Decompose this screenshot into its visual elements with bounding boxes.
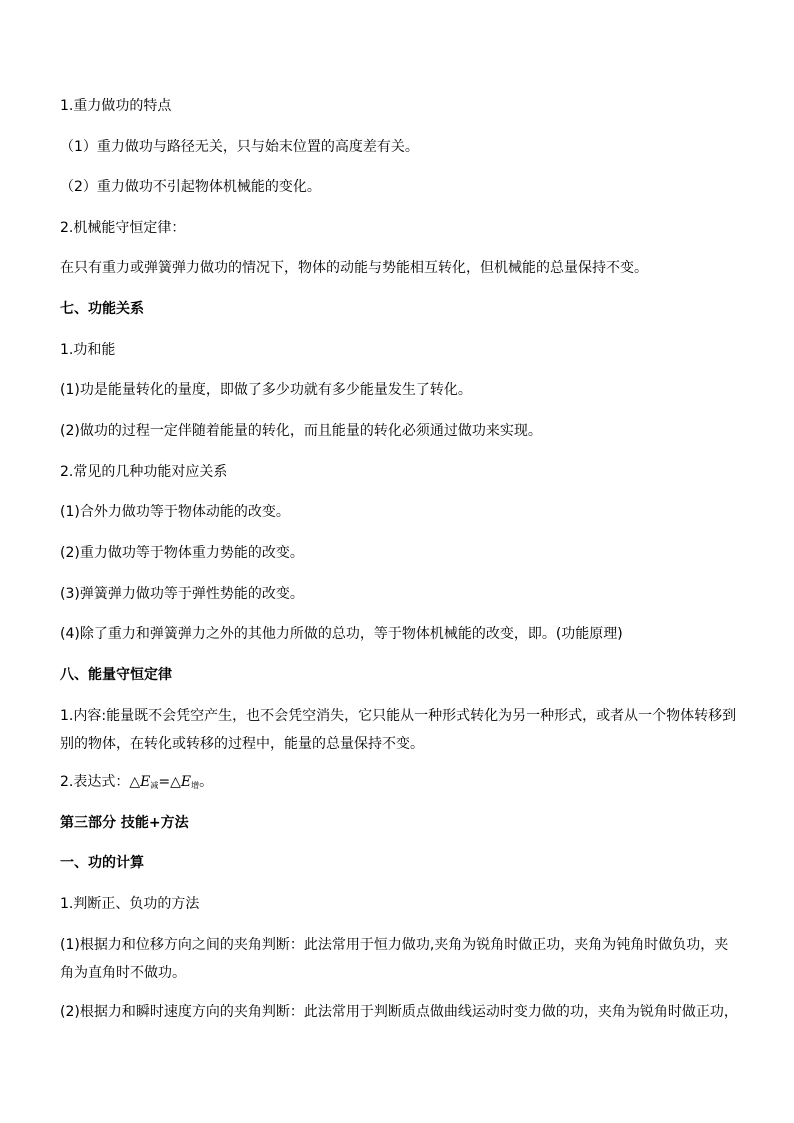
work-energy-point-1: (1)功是能量转化的量度，即做了多少功就有多少能量发生了转化。 <box>60 382 472 398</box>
item-work-and-energy: 1.功和能 <box>60 342 116 358</box>
energy-symbol: E <box>180 774 192 790</box>
subscript-increase: 增 <box>191 781 200 790</box>
item-common-relations: 2.常见的几种功能对应关系 <box>60 464 228 480</box>
relation-point-2: (2)重力做功等于物体重力势能的改变。 <box>60 545 304 561</box>
formula-suffix: 。 <box>199 774 214 790</box>
energy-symbol: E <box>140 774 151 790</box>
work-energy-point-2: (2)做功的过程一定伴随着能量的转化，而且能量的转化必须通过做功来实现。 <box>60 423 542 439</box>
delta-symbol: △ <box>170 774 181 790</box>
section-heading-energy-conservation: 八、能量守恒定律 <box>60 667 172 683</box>
part-three-heading: 第三部分 技能+方法 <box>60 815 189 831</box>
judge-method-1: (1)根据力和位移方向之间的夹角判断：此法常用于恒力做功,夹角为锐角时做正功，夹角为钝角时做负功，夹角为直角时不做功。 <box>60 937 729 981</box>
formula-prefix: 2.表达式： <box>60 774 130 790</box>
item-judge-work-sign: 1.判断正、负功的方法 <box>60 896 200 912</box>
relation-point-1: (1)合外力做功等于物体动能的改变。 <box>60 504 290 520</box>
section-heading-work-energy: 七、功能关系 <box>60 301 144 317</box>
energy-conservation-formula <box>60 772 213 796</box>
relation-point-4: (4)除了重力和弹簧弹力之外的其他力所做的总功，等于物体机械能的改变，即。(功能原理) <box>60 626 623 642</box>
gravity-work-point-2: （2）重力做功不引起物体机械能的变化。 <box>60 179 321 195</box>
item-gravity-work-features: 1.重力做功的特点 <box>60 98 172 114</box>
relation-point-3: (3)弹簧弹力做功等于弹性势能的改变。 <box>60 586 304 602</box>
item-mech-energy-law: 2.机械能守恒定律： <box>60 220 186 236</box>
energy-conservation-content: 1.内容:能量既不会凭空产生，也不会凭空消失，它只能从一种形式转化为另一种形式，或者从一个物体转移到别的物体，在转化或转移的过程中，能量的总量保持不变。 <box>60 708 737 752</box>
mech-energy-law-text: 在只有重力或弹簧弹力做功的情况下，物体的动能与势能相互转化，但机械能的总量保持不变。 <box>60 260 648 276</box>
delta-symbol: △ <box>129 774 141 790</box>
subscript-decrease: 减 <box>150 781 159 790</box>
section-heading-work-calc: 一、功的计算 <box>60 855 144 871</box>
judge-method-2: (2)根据力和瞬时速度方向的夹角判断：此法常用于判断质点做曲线运动时变力做的功，夹角为锐角时做正功， <box>60 1004 738 1020</box>
gravity-work-point-1: （1）重力做功与路径无关，只与始末位置的高度差有关。 <box>60 139 419 155</box>
equals-sign: = <box>158 774 171 790</box>
